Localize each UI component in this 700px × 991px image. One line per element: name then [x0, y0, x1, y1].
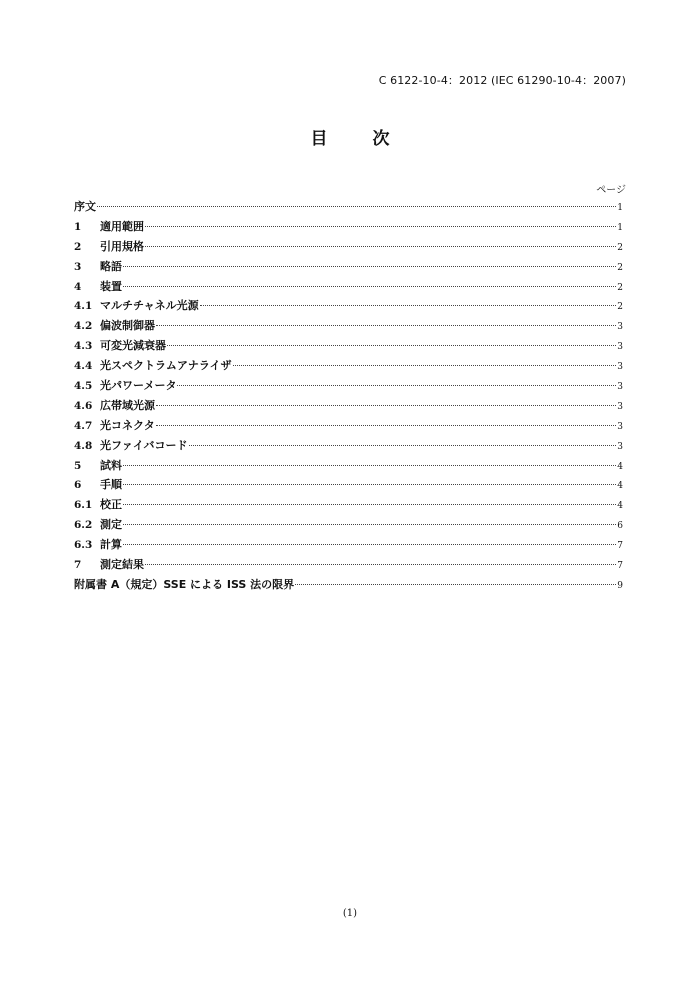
toc-entry-page: 4 — [617, 481, 623, 492]
dot-leader — [145, 246, 616, 247]
dot-leader — [167, 345, 616, 346]
toc-entry-number: 4.2 — [74, 320, 93, 333]
toc-entry-number: 4.1 — [74, 300, 93, 313]
document-id: C 6122-10-4：2012 (IEC 61290-10-4：2007) — [378, 74, 626, 87]
toc-entry-page: 4 — [617, 461, 623, 472]
toc-entry[interactable] — [74, 218, 623, 238]
toc-entry-page: 9 — [617, 580, 623, 591]
dot-leader — [233, 365, 617, 366]
toc-entry-label: 試料 — [100, 458, 122, 472]
toc-entry-page: 3 — [617, 421, 623, 432]
toc-entry-number: 2 — [74, 240, 82, 253]
toc-entry-label: 測定結果 — [100, 558, 144, 572]
toc-entry-number: 5 — [74, 459, 82, 472]
toc-entry[interactable] — [74, 278, 623, 298]
toc-entry-number: 1 — [74, 220, 82, 233]
dot-leader — [123, 504, 616, 505]
toc-entry-number: 4.4 — [74, 360, 93, 373]
dot-leader — [123, 524, 616, 525]
toc-entry-label: 広帯域光源 — [100, 398, 155, 412]
dot-leader — [177, 385, 616, 386]
toc-entry[interactable] — [74, 576, 623, 596]
toc-entry-number: 7 — [74, 559, 82, 572]
toc-entry-label: 光コネクタ — [100, 418, 155, 432]
toc-entry-number: 4 — [74, 280, 82, 293]
toc-entry-page: 3 — [617, 362, 623, 373]
toc-entry-page: 2 — [617, 282, 623, 293]
toc-entry[interactable] — [74, 476, 623, 496]
toc-entry[interactable] — [74, 516, 623, 536]
toc-entry[interactable] — [74, 317, 623, 337]
toc-entry[interactable] — [74, 238, 623, 258]
toc-entry-label: 序文 — [74, 200, 96, 213]
dot-leader — [123, 544, 616, 545]
toc-entry-page: 7 — [617, 541, 623, 552]
toc-entry-number: 6.2 — [74, 519, 93, 532]
toc-entry[interactable] — [74, 377, 623, 397]
toc-entry-page: 1 — [617, 203, 623, 213]
dot-leader — [123, 286, 616, 287]
toc-entry-page: 7 — [617, 561, 623, 572]
toc-entry[interactable] — [74, 337, 623, 357]
toc-entry-number: 3 — [74, 260, 82, 273]
dot-leader — [123, 465, 616, 466]
toc-entry-label: 可変光減衰器 — [100, 339, 166, 353]
toc-entry-page: 3 — [617, 401, 623, 412]
toc-entry-label: 光パワーメータ — [100, 379, 177, 393]
toc-entry[interactable] — [74, 198, 623, 218]
dot-leader — [145, 564, 616, 565]
toc-entry-number: 6 — [74, 479, 82, 492]
toc-entry-label: 偏波制御器 — [100, 319, 155, 333]
dot-leader — [123, 484, 616, 485]
dot-leader — [200, 305, 617, 306]
dot-leader — [189, 445, 617, 446]
toc-entry-number: 6.1 — [74, 499, 93, 512]
dot-leader — [97, 206, 616, 207]
toc-entry-label: 光ファイバコード — [100, 438, 188, 452]
toc-entry[interactable] — [74, 536, 623, 556]
dot-leader — [145, 226, 616, 227]
table-of-contents — [74, 198, 623, 596]
toc-entry-page: 2 — [617, 242, 623, 253]
toc-entry[interactable] — [74, 397, 623, 417]
toc-entry-page: 3 — [617, 441, 623, 452]
toc-entry-page: 1 — [617, 222, 623, 233]
toc-entry-label: 計算 — [100, 538, 122, 552]
toc-entry-number: 4.3 — [74, 340, 93, 353]
toc-entry-label: マルチチャネル光源 — [100, 299, 199, 313]
toc-entry-number: 4.8 — [74, 439, 93, 452]
toc-entry-label: 附属書 A（規定）SSE による ISS 法の限界 — [74, 577, 295, 591]
toc-entry-page: 2 — [617, 302, 623, 313]
toc-entry[interactable] — [74, 556, 623, 576]
toc-entry[interactable] — [74, 496, 623, 516]
dot-leader — [156, 425, 616, 426]
toc-entry[interactable] — [74, 417, 623, 437]
toc-entry-page: 3 — [617, 382, 623, 393]
toc-entry-page: 3 — [617, 342, 623, 353]
dot-leader — [156, 325, 616, 326]
toc-entry-label: 略語 — [100, 259, 122, 273]
toc-entry-label: 光スペクトラムアナライザ — [100, 359, 232, 373]
toc-entry[interactable] — [74, 457, 623, 477]
toc-entry-number: 4.6 — [74, 399, 93, 412]
toc-entry[interactable] — [74, 297, 623, 317]
toc-entry-number: 4.7 — [74, 419, 93, 432]
dot-leader — [156, 405, 616, 406]
toc-entry-number: 4.5 — [74, 380, 93, 393]
toc-entry-page: 2 — [617, 262, 623, 273]
page-column-label: ページ — [596, 185, 626, 196]
toc-entry-number: 6.3 — [74, 539, 93, 552]
toc-entry-label: 手順 — [100, 478, 122, 492]
page-title: 目 次 — [310, 129, 404, 149]
dot-leader — [295, 584, 616, 585]
toc-entry-label: 校正 — [100, 498, 122, 512]
dot-leader — [123, 266, 616, 267]
toc-entry-page: 6 — [617, 521, 623, 532]
toc-entry-label: 引用規格 — [100, 239, 144, 253]
toc-entry-page: 4 — [617, 501, 623, 512]
toc-entry[interactable] — [74, 437, 623, 457]
toc-entry[interactable] — [74, 258, 623, 278]
toc-entry[interactable] — [74, 357, 623, 377]
toc-entry-page: 3 — [617, 322, 623, 333]
page-number: (1) — [342, 908, 358, 919]
toc-entry-label: 測定 — [100, 518, 122, 532]
toc-entry-label: 適用範囲 — [100, 219, 144, 233]
toc-entry-label: 装置 — [100, 279, 122, 293]
